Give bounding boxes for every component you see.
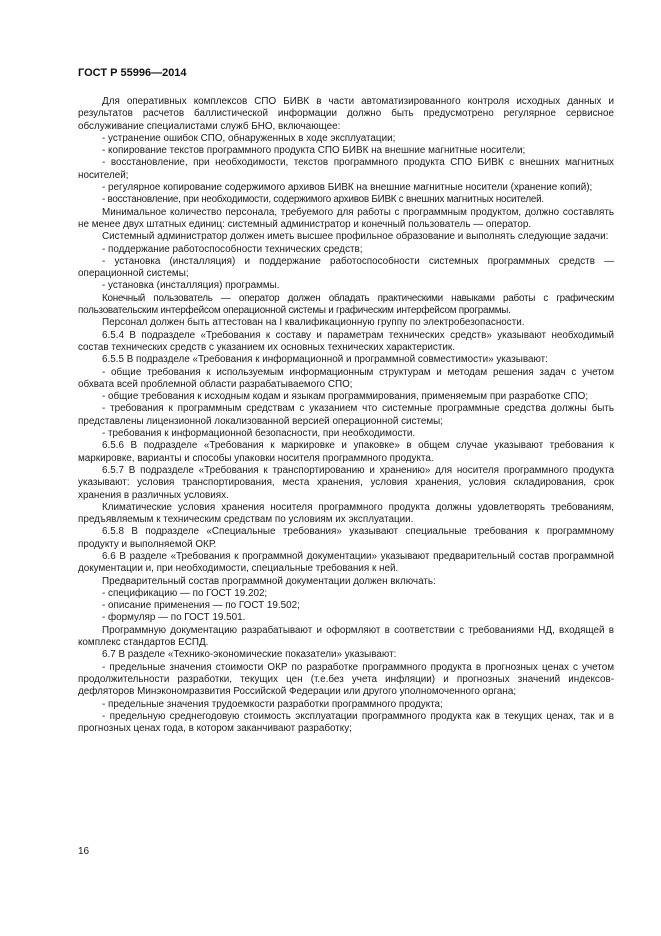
section-paragraph-6-5-8: 6.5.8 В подразделе «Специальные требования» указывают специальные требования к программному продукту и выполняемой ОКР. [78, 526, 614, 550]
document-header-code: ГОСТ Р 55996—2014 [78, 67, 187, 79]
section-paragraph-6-7: 6.7 В разделе «Технико-экономические показатели» указывают: [102, 649, 397, 661]
section-paragraph-6-5-4: 6.5.4 В подразделе «Требования к составу и параметрам технических средств» указывают необходимый состав технических средств с указанием их основных технических характеристик. [78, 329, 614, 353]
paragraph: Климатические условия хранения носителя программного продукта должны удовлетворять требованиям, предъявляемым к техническим средствам по условиям их эксплуатации. [78, 501, 614, 526]
paragraph: Конечный пользователь — оператор должен обладать практическими навыками работы с графическим пользовательским интерфейсом операционной системы и графическим интерфейсом программы. [78, 292, 614, 317]
section-paragraph-6-5-5: 6.5.5 В подразделе «Требования к информационной и программной совместимости» указывают: [102, 354, 548, 366]
list-item: - установка (инсталляция) и поддержание работоспособности системных программных средств — операционной системы; [78, 255, 614, 280]
paragraph: Для оперативных комплексов СПО БИВК в части автоматизированного контроля исходных данных и результатов расчетов баллистической информации должно быть предусмотрено регулярное сервисное обслуживание специалистами служб БНО, включающее: [78, 96, 614, 132]
section-paragraph-6-6: 6.6 В разделе «Требования к программной документации» указывают предварительный состав программной документации и, при необходимости, специальные требования к ней. [78, 550, 614, 575]
list-item: - предельные значения трудоемкости разработки программного продукта; [102, 698, 443, 710]
section-paragraph-6-5-7: 6.5.7 В подразделе «Требования к транспортированию и хранению» для носителя программного продукта указывают: условия транспортирования, места хранения, условия хранения, условия складирования, срок хранения в различных условиях. [78, 464, 614, 501]
list-item: - требования к программным средствам с указанием что системные программные средства должны быть представлены лицензионной локализованной версией операционной системы; [78, 403, 614, 427]
list-item: - предельные значения стоимости ОКР по разработке программного продукта в прогнозных ценах с учетом продолжительности разработки, текущих цен (т.е.без учета инфляции) и прогнозных значений индексов-дефляторов Минэкономразвития Российской Федерации или другого уполномоченного органа; [78, 661, 614, 698]
page-number: 16 [78, 846, 90, 857]
list-item: - требования к информационной безопасности, при необходимости. [102, 428, 416, 440]
list-item: - регулярное копирование содержимого архивов БИВК на внешние магнитные носители (хранение копий); [102, 182, 593, 194]
list-item: - установка (инсталляция) программы. [102, 280, 280, 292]
section-paragraph-6-5-6: 6.5.6 В подразделе «Требования к маркировке и упаковке» в общем случае указывают требования к маркировке, варианты и способы упаковки носителя программного продукта. [78, 440, 614, 464]
list-item: - копирование текстов программного продукта СПО БИВК на внешние магнитные носители; [102, 145, 526, 157]
list-item: - формуляр — по ГОСТ 19.501. [102, 612, 246, 624]
paragraph: Минимальное количество персонала, требуемого для работы с программным продуктом, должно составлять не менее двух штатных единиц: системный администратор и конечный пользователь — оператор. [78, 206, 614, 230]
document-body [78, 96, 614, 735]
list-item: - общие требования к исходным кодам и языкам программирования, применяемым при разработке СПО; [102, 391, 589, 403]
list-item: - спецификацию — по ГОСТ 19.202; [102, 587, 268, 599]
list-item: - устранение ошибок СПО, обнаруженных в ходе эксплуатации; [102, 132, 396, 144]
list-item: - предельную среднегодовую стоимость эксплуатации программного продукта как в текущих ценах, так и в прогнозных ценах года, в котором заканчивают разработку; [78, 710, 614, 735]
paragraph: Персонал должен быть аттестован на I квалификационную группу по электробезопасности. [102, 317, 525, 329]
list-item: - восстановление, при необходимости, текстов программного продукта СПО БИВК с внешних магнитных носителей; [78, 157, 614, 181]
paragraph: Системный администратор должен иметь высшее профильное образование и выполнять следующие задачи: [102, 231, 609, 243]
paragraph: Программную документацию разрабатывают и оформляют в соответствии с требованиями НД, входящей в комплекс стандартов ЕСПД. [78, 624, 614, 649]
list-item: - восстановление, при необходимости, содержимого архивов БИВК с внешних магнитных носителей. [102, 194, 544, 206]
list-item: - поддержание работоспособности технических средств; [102, 243, 363, 255]
list-item: - общие требования к используемым информационным структурам и методам решения задач с учетом обхвата всей проблемной области разрабатываемого СПО; [78, 366, 614, 390]
list-item: - описание применения — по ГОСТ 19.502; [102, 600, 300, 612]
paragraph: Предварительный состав программной документации должен включать: [102, 575, 436, 587]
